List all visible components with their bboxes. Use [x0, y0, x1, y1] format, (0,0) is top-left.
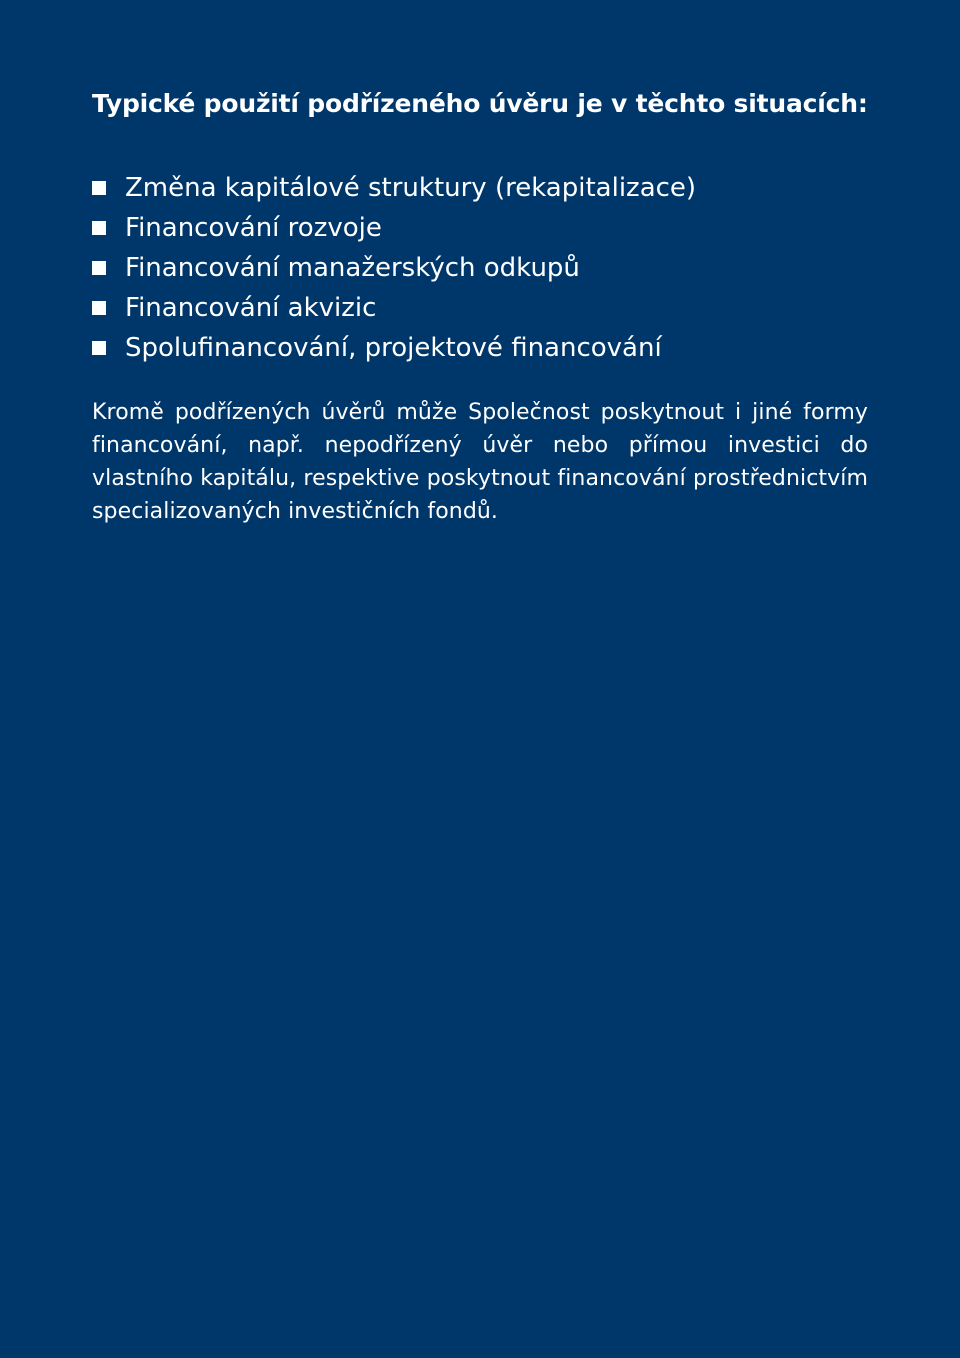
list-item: [92, 208, 868, 248]
square-bullet-icon: [92, 221, 106, 235]
bullet-list: [92, 168, 868, 368]
list-item: [92, 288, 868, 328]
list-item-text: Financování manažerských odkupů: [125, 253, 580, 283]
square-bullet-icon: [92, 181, 106, 195]
section-heading: Typické použití podřízeného úvěru je v těchto situacích:: [92, 89, 868, 118]
square-bullet-icon: [92, 301, 106, 315]
list-item-text: Financování akvizic: [125, 293, 377, 323]
square-bullet-icon: [92, 341, 106, 355]
square-bullet-icon: [92, 261, 106, 275]
list-item: [92, 168, 868, 208]
list-item: [92, 328, 868, 368]
list-item-text: Změna kapitálové struktury (rekapitalizace): [125, 173, 697, 203]
list-item-text: Spolufinancování, projektové financování: [125, 333, 662, 363]
content-block: [92, 84, 868, 528]
list-item-text: Financování rozvoje: [125, 213, 382, 243]
list-item: [92, 248, 868, 288]
body-paragraph: Kromě podřízených úvěrů může Společnost poskytnout i jiné formy financování, např. nepodřízený úvěr nebo přímou investici do vlastního kapitálu, respektive poskytnout financování prostřednictvím specializovaných investičních fondů.: [92, 400, 868, 524]
